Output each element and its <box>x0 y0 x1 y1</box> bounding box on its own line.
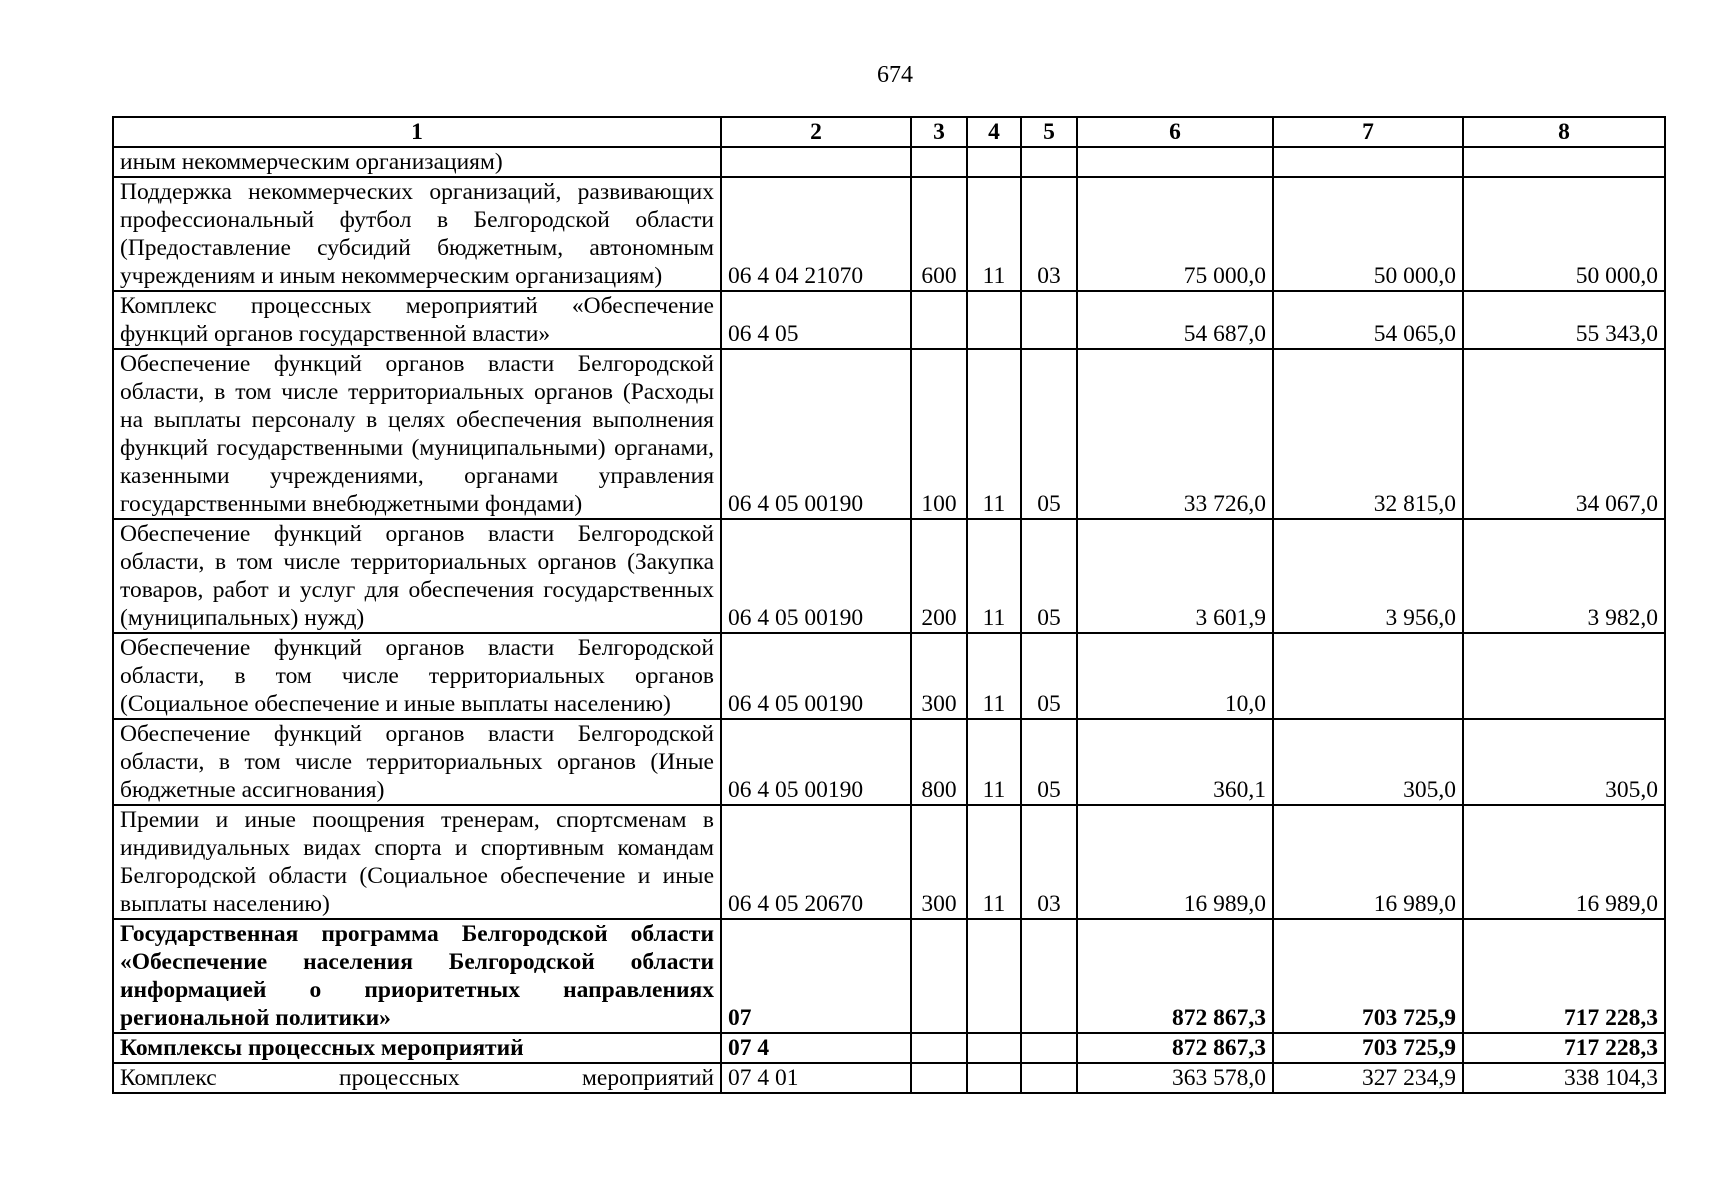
row-year1: 16 989,0 <box>1077 805 1273 919</box>
table-row <box>113 719 1665 805</box>
col-header-5: 5 <box>1021 117 1077 147</box>
row-vr <box>911 1063 967 1093</box>
row-name: Поддержка некоммерческих организаций, развивающих профессиональный футбол в Белгородской области (Предоставление субсидий бюджетным, автономным учреждениям и иным некоммерческим организациям) <box>113 177 721 291</box>
row-code: 06 4 05 00190 <box>721 519 911 633</box>
row-pr: 05 <box>1021 719 1077 805</box>
row-year3: 34 067,0 <box>1463 349 1665 519</box>
col-header-1: 1 <box>113 117 721 147</box>
col-header-7: 7 <box>1273 117 1463 147</box>
row-rz: 11 <box>967 519 1021 633</box>
row-year1 <box>1077 147 1273 177</box>
row-year3: 16 989,0 <box>1463 805 1665 919</box>
row-year2: 16 989,0 <box>1273 805 1463 919</box>
table-row <box>113 177 1665 291</box>
row-year2 <box>1273 147 1463 177</box>
table-row <box>113 1033 1665 1063</box>
row-year3: 717 228,3 <box>1463 919 1665 1033</box>
row-code: 06 4 05 20670 <box>721 805 911 919</box>
row-pr <box>1021 1063 1077 1093</box>
row-vr: 300 <box>911 633 967 719</box>
row-year3: 50 000,0 <box>1463 177 1665 291</box>
row-vr: 200 <box>911 519 967 633</box>
row-rz <box>967 1033 1021 1063</box>
col-header-3: 3 <box>911 117 967 147</box>
row-code: 06 4 05 00190 <box>721 633 911 719</box>
row-year2: 327 234,9 <box>1273 1063 1463 1093</box>
row-vr: 800 <box>911 719 967 805</box>
row-code: 07 4 01 <box>721 1063 911 1093</box>
row-pr: 05 <box>1021 349 1077 519</box>
table-row <box>113 519 1665 633</box>
row-year3: 55 343,0 <box>1463 291 1665 349</box>
row-rz <box>967 291 1021 349</box>
table-row <box>113 349 1665 519</box>
row-year2: 305,0 <box>1273 719 1463 805</box>
col-header-2: 2 <box>721 117 911 147</box>
col-header-6: 6 <box>1077 117 1273 147</box>
row-pr: 03 <box>1021 177 1077 291</box>
row-code: 06 4 05 00190 <box>721 349 911 519</box>
row-rz <box>967 147 1021 177</box>
row-year1: 10,0 <box>1077 633 1273 719</box>
row-code: 07 <box>721 919 911 1033</box>
row-year1: 75 000,0 <box>1077 177 1273 291</box>
row-vr: 300 <box>911 805 967 919</box>
row-name: Обеспечение функций органов власти Белгородской области, в том числе территориальных органов (Иные бюджетные ассигнования) <box>113 719 721 805</box>
row-vr: 100 <box>911 349 967 519</box>
table-row <box>113 147 1665 177</box>
row-vr <box>911 1033 967 1063</box>
row-rz <box>967 919 1021 1033</box>
row-name: Премии и иные поощрения тренерам, спортсменам в индивидуальных видах спорта и спортивным командам Белгородской области (Социальное обеспечение и иные выплаты населению) <box>113 805 721 919</box>
row-year3: 305,0 <box>1463 719 1665 805</box>
row-year2: 54 065,0 <box>1273 291 1463 349</box>
row-pr: 03 <box>1021 805 1077 919</box>
row-year2: 32 815,0 <box>1273 349 1463 519</box>
row-pr: 05 <box>1021 633 1077 719</box>
row-name: Обеспечение функций органов власти Белгородской области, в том числе территориальных органов (Социальное обеспечение и иные выплаты населению) <box>113 633 721 719</box>
row-code: 07 4 <box>721 1033 911 1063</box>
row-name: Обеспечение функций органов власти Белгородской области, в том числе территориальных органов (Закупка товаров, работ и услуг для обеспечения государственных (муниципальных) нужд) <box>113 519 721 633</box>
row-rz: 11 <box>967 633 1021 719</box>
row-year3 <box>1463 633 1665 719</box>
row-vr <box>911 147 967 177</box>
row-year1: 872 867,3 <box>1077 1033 1273 1063</box>
row-code <box>721 147 911 177</box>
table-row <box>113 633 1665 719</box>
row-pr <box>1021 919 1077 1033</box>
row-name: Комплекс процессных мероприятий «Обеспечение функций органов государственной власти» <box>113 291 721 349</box>
row-pr <box>1021 1033 1077 1063</box>
table-row <box>113 291 1665 349</box>
row-year3: 338 104,3 <box>1463 1063 1665 1093</box>
table-row <box>113 1063 1665 1093</box>
row-year1: 33 726,0 <box>1077 349 1273 519</box>
row-name: Государственная программа Белгородской области «Обеспечение населения Белгородской области информацией о приоритетных направлениях региональной политики» <box>113 919 721 1033</box>
row-name: Комплекс процессных мероприятий <box>113 1063 721 1093</box>
page-number: 674 <box>877 62 913 88</box>
row-name: иным некоммерческим организациям) <box>113 147 721 177</box>
row-year3: 3 982,0 <box>1463 519 1665 633</box>
row-name: Обеспечение функций органов власти Белгородской области, в том числе территориальных органов (Расходы на выплаты персоналу в целях обеспечения выполнения функций государственными (муниципальными) органами, казенными учреждениями, органами управления государственными внебюджетными фондами) <box>113 349 721 519</box>
budget-table <box>112 116 1666 1094</box>
row-year1: 360,1 <box>1077 719 1273 805</box>
row-year1: 872 867,3 <box>1077 919 1273 1033</box>
col-header-8: 8 <box>1463 117 1665 147</box>
row-year1: 54 687,0 <box>1077 291 1273 349</box>
row-year2: 50 000,0 <box>1273 177 1463 291</box>
header-row <box>113 117 1665 147</box>
col-header-4: 4 <box>967 117 1021 147</box>
row-code: 06 4 04 21070 <box>721 177 911 291</box>
row-year2 <box>1273 633 1463 719</box>
row-rz: 11 <box>967 805 1021 919</box>
row-pr: 05 <box>1021 519 1077 633</box>
row-rz: 11 <box>967 349 1021 519</box>
row-rz: 11 <box>967 177 1021 291</box>
row-year2: 3 956,0 <box>1273 519 1463 633</box>
row-vr <box>911 291 967 349</box>
table-row <box>113 919 1665 1033</box>
table-row <box>113 805 1665 919</box>
row-year2: 703 725,9 <box>1273 919 1463 1033</box>
row-vr <box>911 919 967 1033</box>
row-vr: 600 <box>911 177 967 291</box>
row-year3 <box>1463 147 1665 177</box>
row-year3: 717 228,3 <box>1463 1033 1665 1063</box>
row-name: Комплексы процессных мероприятий <box>113 1033 721 1063</box>
row-year2: 703 725,9 <box>1273 1033 1463 1063</box>
row-pr <box>1021 147 1077 177</box>
row-code: 06 4 05 <box>721 291 911 349</box>
row-code: 06 4 05 00190 <box>721 719 911 805</box>
row-year1: 363 578,0 <box>1077 1063 1273 1093</box>
row-pr <box>1021 291 1077 349</box>
row-rz: 11 <box>967 719 1021 805</box>
row-rz <box>967 1063 1021 1093</box>
row-year1: 3 601,9 <box>1077 519 1273 633</box>
